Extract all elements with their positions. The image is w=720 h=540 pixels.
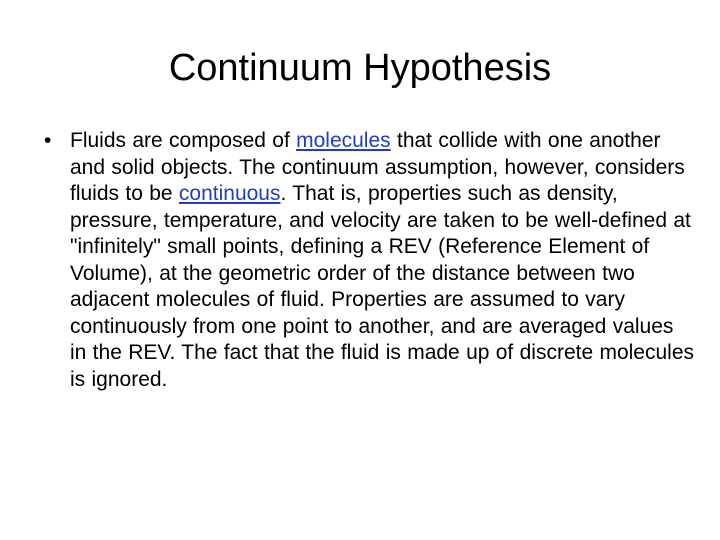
body-text-part-2: that collide with one another and solid objects. The continuum assumption, however, considers fluids to be [70,129,685,205]
bullet-item [44,128,694,393]
bullet-icon: • [44,129,52,152]
body-text-part-1: Fluids are composed of [70,129,297,152]
bullet-list [44,128,694,393]
molecules-link[interactable]: molecules [296,129,391,152]
slide-title: Continuum Hypothesis [168,47,552,89]
body-text-part-3: . That is, properties such as density, pressure, temperature, and velocity are taken to be well-defined at "infinitely" small points, defining a REV (Reference Element of Volume), at the geometric order of the distance between two adjacent molecules of fluid. Properties are assumed to vary continuously from one point to another, and are averaged values in the REV. The fact that the fluid is made up of discrete molecules is ignored. [70,182,695,391]
continuous-link[interactable]: continuous [178,182,281,205]
